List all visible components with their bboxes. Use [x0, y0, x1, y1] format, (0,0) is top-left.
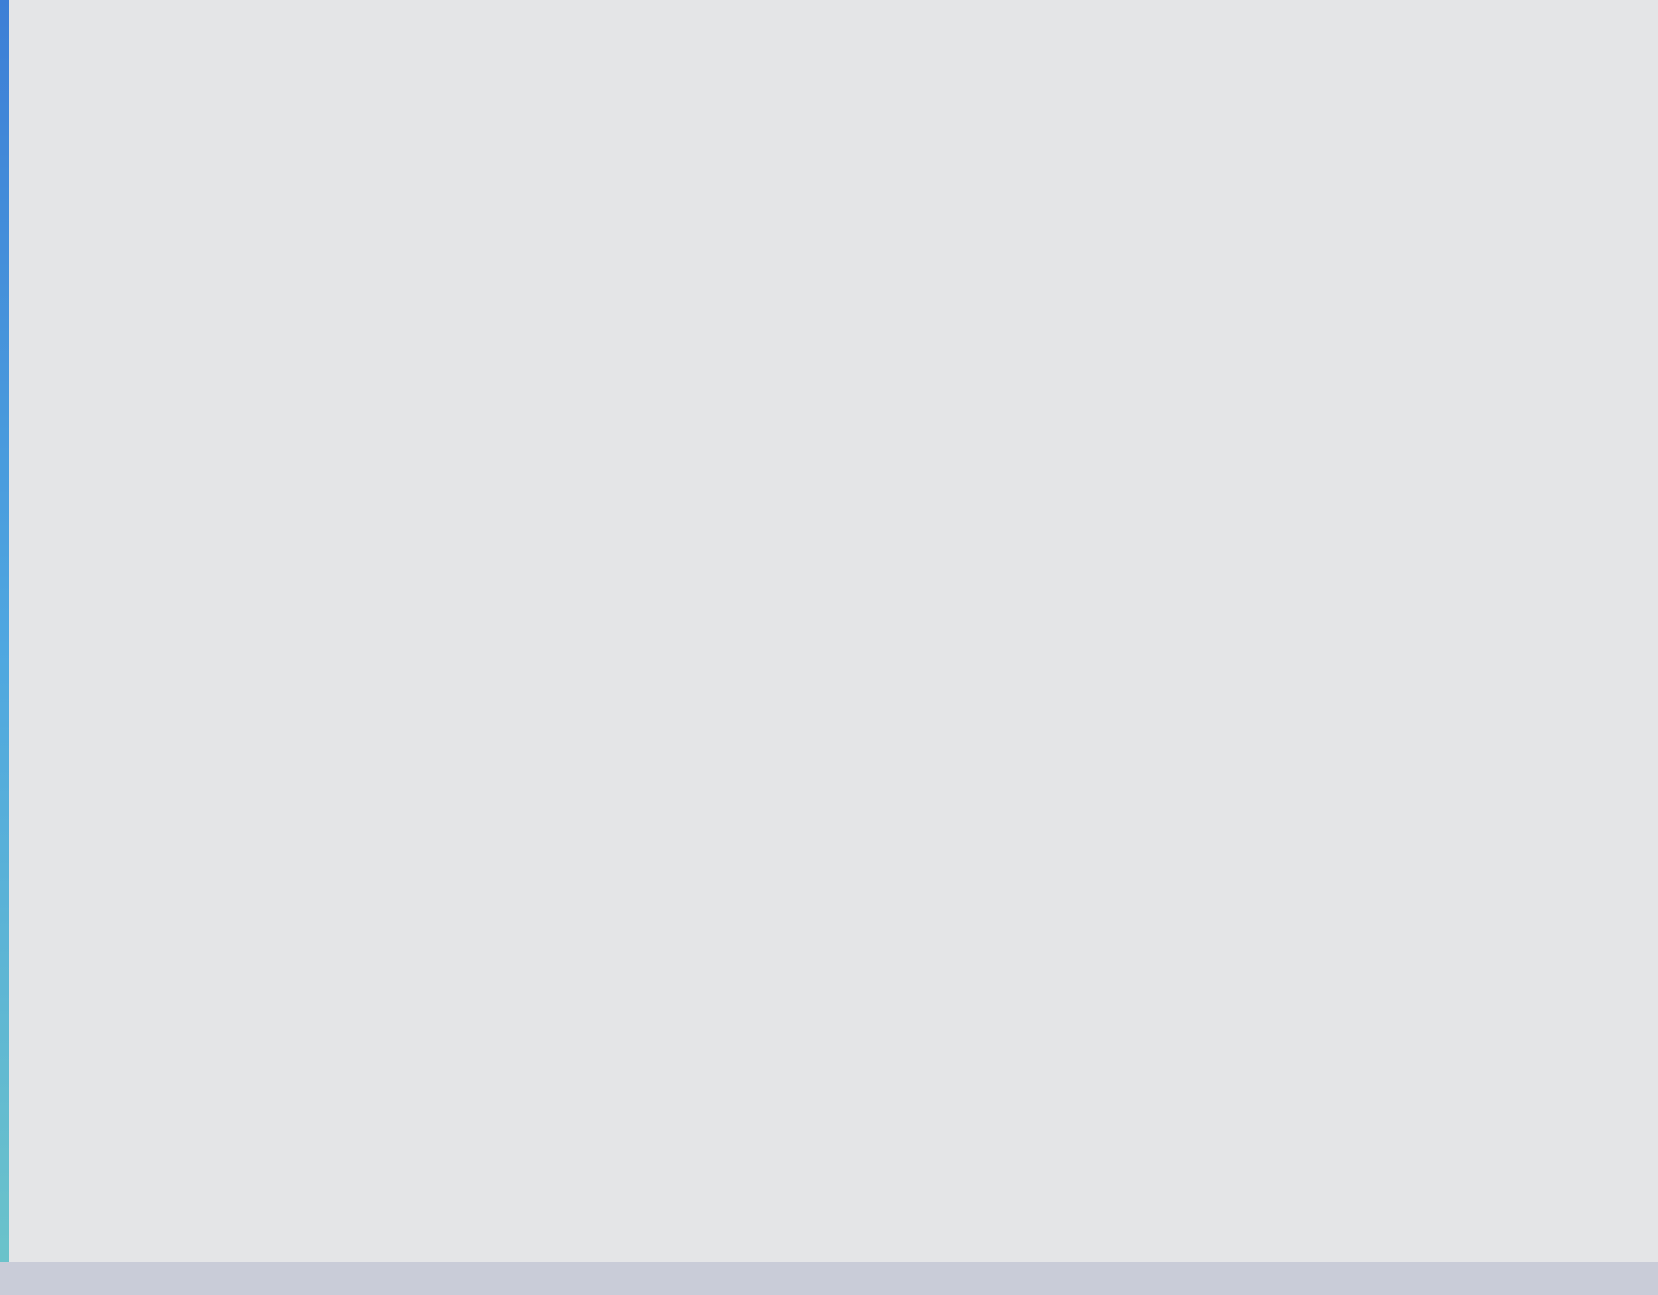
taskbar [0, 1262, 1658, 1295]
